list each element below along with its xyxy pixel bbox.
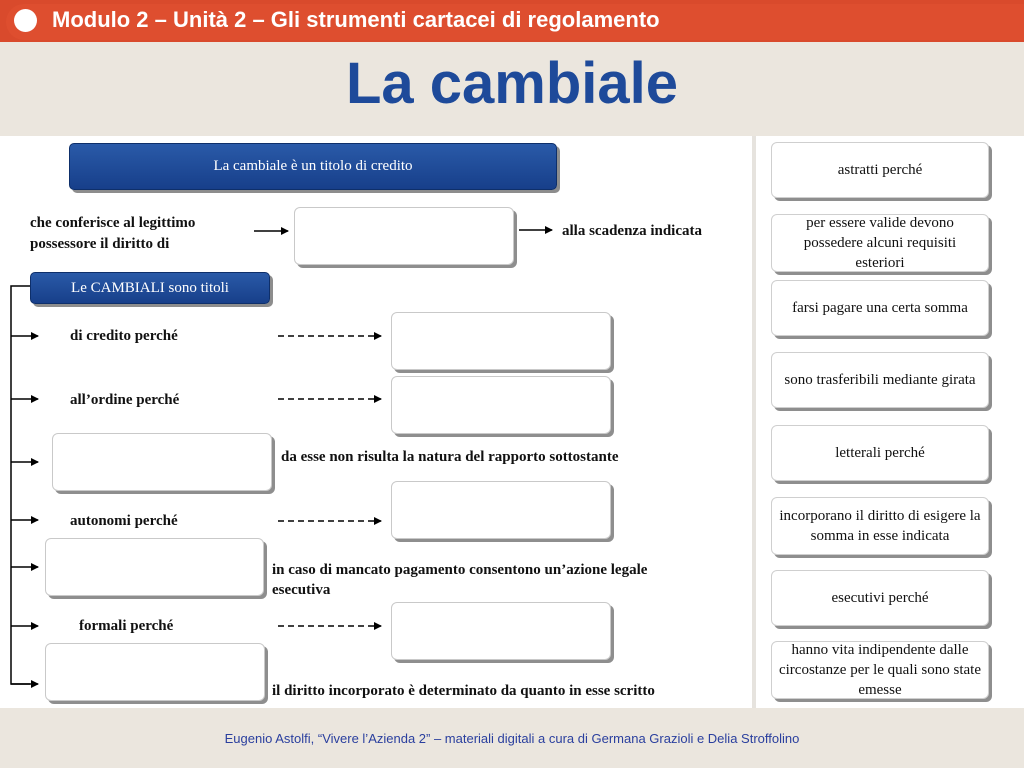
sentence-right: alla scadenza indicata bbox=[562, 223, 703, 239]
module-title: Modulo 2 – Unità 2 – Gli strumenti cartacei di regolamento bbox=[52, 7, 660, 32]
answer-card-girata[interactable]: sono trasferibili mediante girata bbox=[771, 352, 989, 408]
answer-card-esecutivi[interactable]: esecutivi perché bbox=[771, 570, 989, 626]
label-mancato-line1: in caso di mancato pagamento consentono un’azione legale bbox=[272, 562, 648, 578]
drop-slot-diritto[interactable] bbox=[294, 207, 514, 265]
answer-card-astratti[interactable]: astratti perché bbox=[771, 142, 989, 198]
answer-card-somma[interactable]: farsi pagare una certa somma bbox=[771, 280, 989, 336]
bracket-line bbox=[11, 286, 30, 684]
label-mancato-line2: esecutiva bbox=[272, 582, 331, 598]
answer-card-diritto[interactable]: incorporano il diritto di esigere la somma in esse indicata bbox=[771, 497, 989, 555]
label-credito: di credito perché bbox=[70, 328, 178, 344]
answer-card-vita[interactable]: hanno vita indipendente dalle circostanze per le quali sono state emesse bbox=[771, 641, 989, 699]
page-title: La cambiale bbox=[345, 51, 679, 116]
drop-slot-astratti[interactable] bbox=[52, 433, 272, 491]
drop-slot-ordine[interactable] bbox=[391, 376, 611, 434]
definition-box: La cambiale è un titolo di credito bbox=[69, 143, 557, 190]
drop-slot-formali[interactable] bbox=[391, 602, 611, 660]
label-ordine: all’ordine perché bbox=[70, 392, 180, 408]
drop-slot-esecutivi[interactable] bbox=[45, 538, 264, 596]
label-natura: da esse non risulta la natura del rapporto sottostante bbox=[281, 449, 619, 465]
titles-box: Le CAMBIALI sono titoli bbox=[30, 272, 270, 304]
label-formali: formali perché bbox=[79, 618, 174, 634]
answer-card-requisiti[interactable]: per essere valide devono possedere alcuni requisiti esteriori bbox=[771, 214, 989, 272]
label-incorporato: il diritto incorporato è determinato da quanto in esse scritto bbox=[272, 683, 655, 699]
drop-slot-credito[interactable] bbox=[391, 312, 611, 370]
drop-slot-letterali[interactable] bbox=[45, 643, 265, 701]
label-autonomi: autonomi perché bbox=[70, 513, 178, 529]
answer-card-letterali[interactable]: letterali perché bbox=[771, 425, 989, 481]
drop-slot-autonomi[interactable] bbox=[391, 481, 611, 539]
sentence-left-line2: possessore il diritto di bbox=[30, 236, 170, 252]
footer-credits: Eugenio Astolfi, “Vivere l’Azienda 2” – materiali digitali a cura di Germana Grazioli e Delia Stroffolino bbox=[224, 731, 800, 746]
sentence-left-line1: che conferisce al legittimo bbox=[30, 215, 196, 231]
